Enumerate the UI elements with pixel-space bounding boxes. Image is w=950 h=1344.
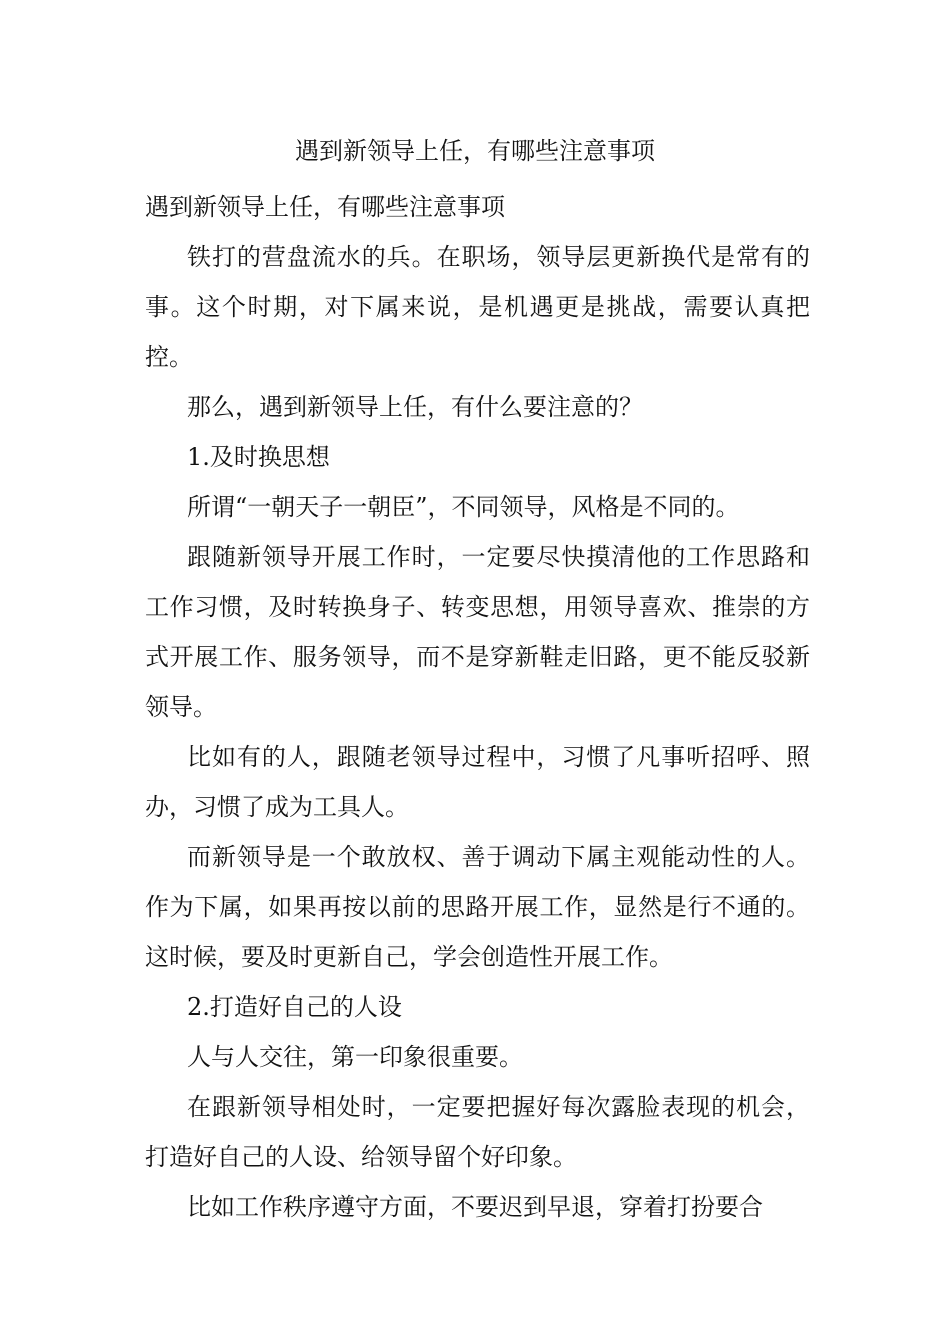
paragraph: 人与人交往，第一印象很重要。: [187, 1043, 523, 1071]
section-heading: 2.打造好自己的人设: [187, 993, 402, 1021]
paragraph: 铁打的营盘流水的兵。在职场，领导层更新换代是常有的事。这个时期，对下属来说，是机遇更是挑战，需要认真把控。: [145, 243, 810, 371]
paragraph: 那么，遇到新领导上任，有什么要注意的？: [187, 393, 643, 421]
paragraph: 比如有的人，跟随老领导过程中，习惯了凡事听招呼、照办，习惯了成为工具人。: [145, 743, 810, 821]
paragraph-subtitle: 遇到新领导上任，有哪些注意事项: [145, 193, 505, 221]
paragraph: 比如工作秩序遵守方面，不要迟到早退，穿着打扮要合: [187, 1193, 763, 1221]
section-heading: 1.及时换思想: [187, 443, 330, 471]
paragraph: 跟随新领导开展工作时，一定要尽快摸清他的工作思路和工作习惯，及时转换身子、转变思想，用领导喜欢、推崇的方式开展工作、服务领导，而不是穿新鞋走旧路，更不能反驳新领导。: [145, 543, 810, 721]
document-body: [145, 182, 810, 1232]
document-title: 遇到新领导上任，有哪些注意事项: [295, 137, 655, 165]
paragraph: 所谓“一朝天子一朝臣”，不同领导，风格是不同的。: [187, 493, 740, 521]
paragraph: 而新领导是一个敢放权、善于调动下属主观能动性的人。作为下属，如果再按以前的思路开展工作，显然是行不通的。这时候，要及时更新自己，学会创造性开展工作。: [145, 843, 810, 971]
paragraph: 在跟新领导相处时，一定要把握好每次露脸表现的机会，打造好自己的人设、给领导留个好印象。: [145, 1093, 810, 1171]
